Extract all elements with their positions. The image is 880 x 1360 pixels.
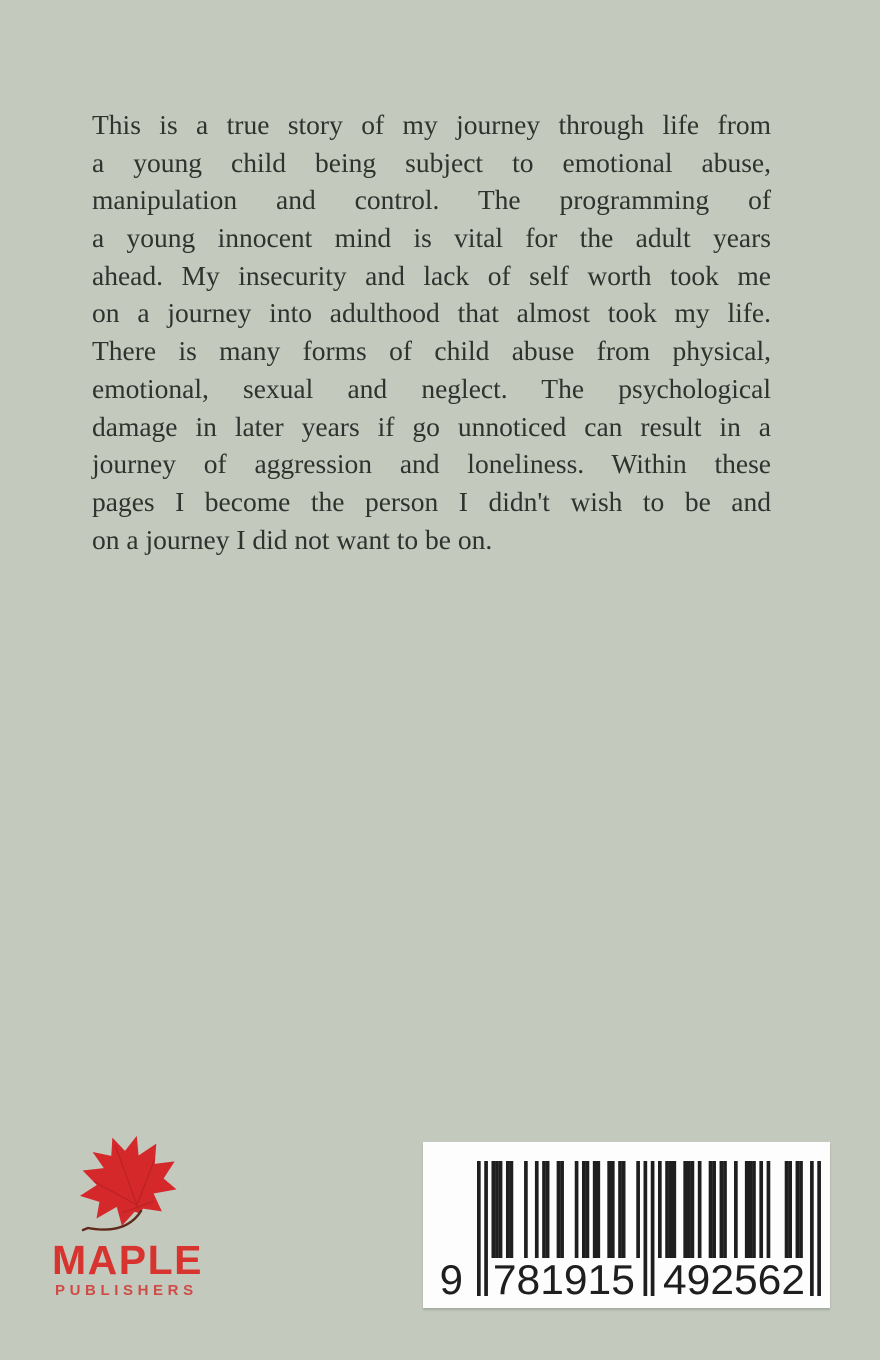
blurb-line: a young innocent mind is vital for the adult years xyxy=(92,222,771,254)
barcode-panel xyxy=(423,1142,830,1308)
publisher-subtitle: PUBLISHERS xyxy=(55,1282,198,1299)
blurb-line: pages I become the person I didn't wish to be and xyxy=(92,485,771,517)
back-cover-blurb xyxy=(92,106,771,558)
blurb-line: ahead. My insecurity and lack of self worth took me xyxy=(92,259,771,291)
blurb-line: on a journey into adulthood that almost took my life. xyxy=(92,297,771,329)
blurb-line: There is many forms of child abuse from physical, xyxy=(92,335,771,367)
blurb-line: emotional, sexual and neglect. The psychological xyxy=(92,372,771,404)
blurb-line: on a journey I did not want to be on. xyxy=(92,523,493,555)
blurb-line: damage in later years if go unnoticed can result in a xyxy=(92,410,771,442)
isbn-digits: 492562 xyxy=(663,1256,805,1303)
isbn-digits: 781915 xyxy=(492,1256,635,1303)
blurb-line: This is a true story of my journey through life from xyxy=(92,109,771,140)
isbn-barcode xyxy=(423,1142,830,1308)
publisher-name: MAPLE xyxy=(52,1237,203,1283)
blurb-line: a young child being subject to emotional abuse, xyxy=(92,146,771,178)
isbn-digits: 9 xyxy=(439,1256,463,1303)
maple-leaf-icon xyxy=(38,1134,208,1248)
blurb-line: manipulation and control. The programming of xyxy=(92,184,771,216)
blurb-line: journey of aggression and loneliness. Within these xyxy=(92,448,771,480)
